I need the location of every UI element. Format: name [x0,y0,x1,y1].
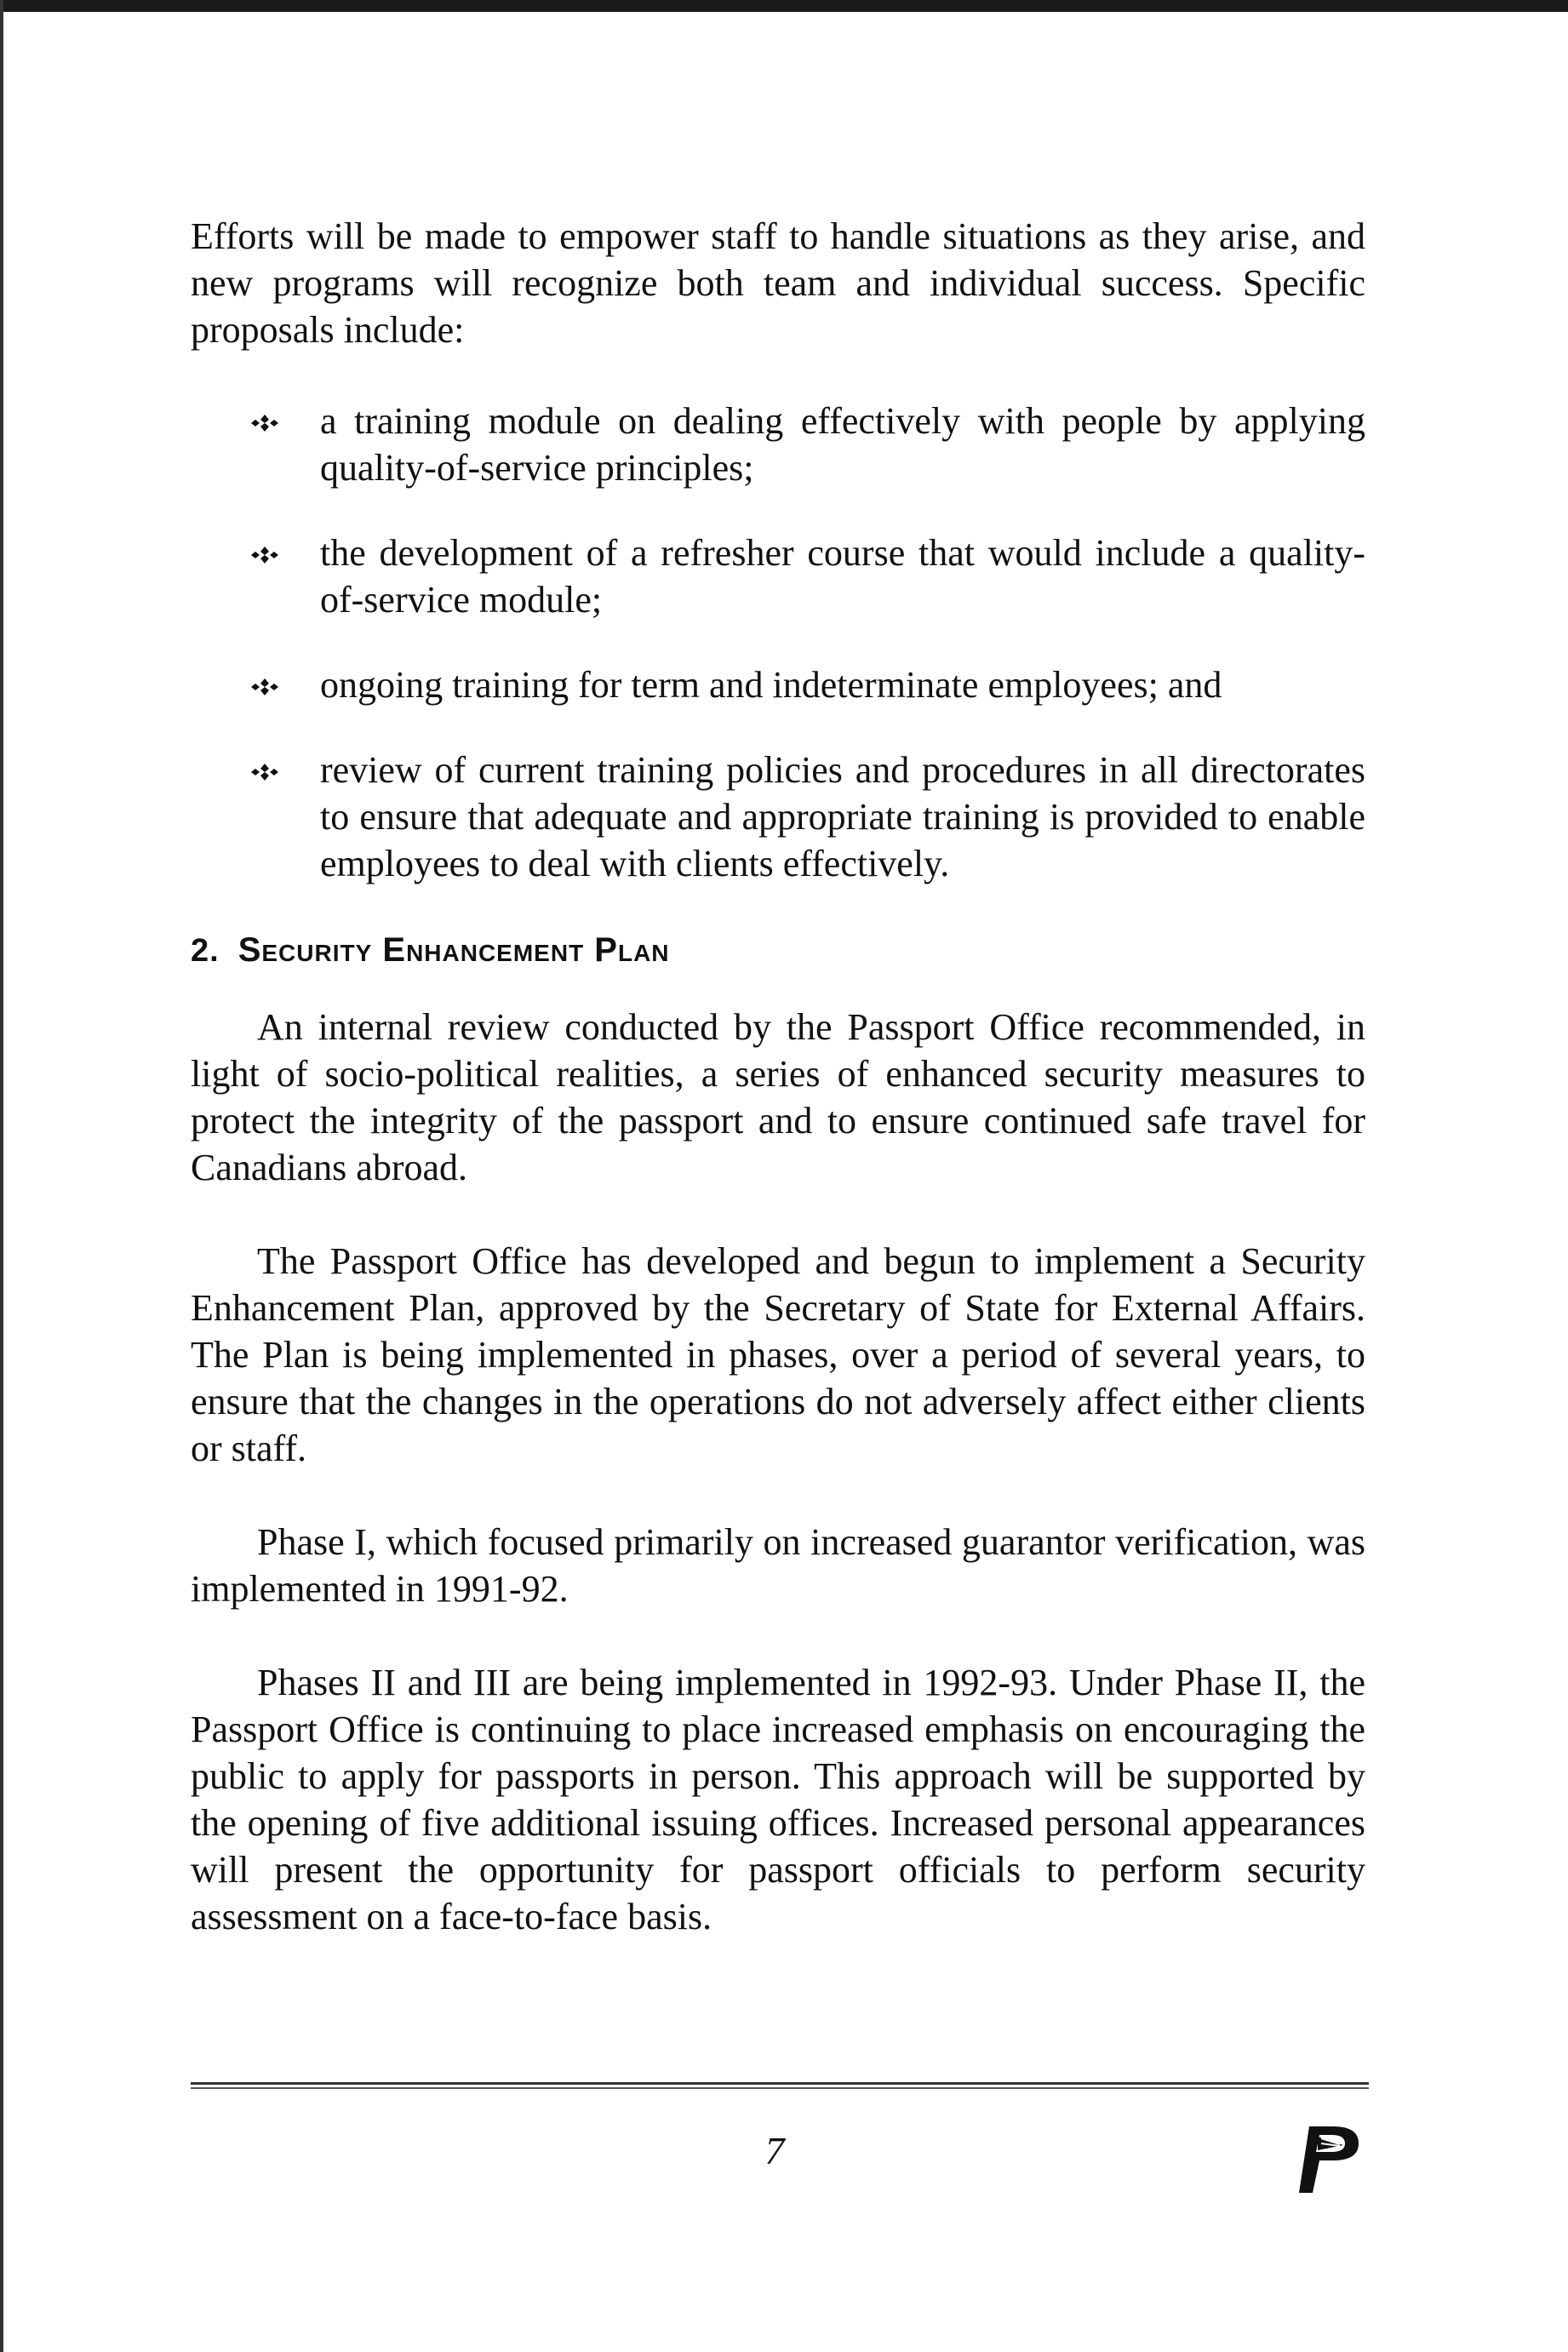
list-item-text: the development of a refresher course that would include a quality-of-service module; [320,532,1365,621]
intro-paragraph: Efforts will be made to empower staff to handle situations as they arise, and new programs will recognize both team and individual success. Specific proposals include: [191,215,1365,351]
list-item [250,661,1365,708]
passport-office-logo-icon [1284,2120,1369,2196]
page-number: 7 [764,2129,785,2172]
body-paragraph: The Passport Office has developed and begun to implement a Security Enhancement Plan, approved by the Secretary of State for External Affairs. The Plan is being implemented in phases, over a period of several years, to ensure that the changes in the operations do not adversely affect either clients or staff. [191,1240,1365,1469]
diamond-bullet-icon [250,678,279,695]
diamond-bullet-icon [250,764,279,781]
body-paragraph: An internal review conducted by the Passport Office recommended, in light of socio-political realities, a series of enhanced security measures to protect the integrity of the passport and to ensure continued safe travel for Canadians abroad. [191,1006,1365,1188]
list-item-text: ongoing training for term and indeterminate employees; and [320,664,1222,706]
body-paragraph: Phases II and III are being implemented in 1992-93. Under Phase II, the Passport Office is continuing to place increased emphasis on encouraging the public to apply for passports in person. This approach will be supported by the opening of five additional issuing offices. Increased personal appearances will present the opportunity for passport officials to perform security assessment on a face-to-face basis. [191,1662,1365,1937]
body-paragraph: Phase I, which focused primarily on increased guarantor verification, was implemented in 1991-92. [191,1521,1365,1610]
list-item [250,529,1365,623]
section-heading [191,931,1365,970]
footer-rule [191,2082,1369,2089]
list-item-text: a training module on dealing effectively with people by applying quality-of-service principles; [320,400,1365,489]
diamond-bullet-icon [250,415,279,432]
scan-edge-top [0,0,1568,12]
proposal-list [250,398,1365,887]
list-item [250,747,1365,887]
section-number: 2. [191,933,220,969]
scan-edge-left [0,0,3,2352]
document-page [191,213,1365,1987]
section-title: Security Enhancement Plan [237,931,670,969]
list-item-text: review of current training policies and procedures in all directorates to ensure that adequate and appropriate training is provided to enable employees to deal with clients effectively. [320,749,1365,884]
diamond-bullet-icon [250,547,279,564]
list-item [250,398,1365,491]
